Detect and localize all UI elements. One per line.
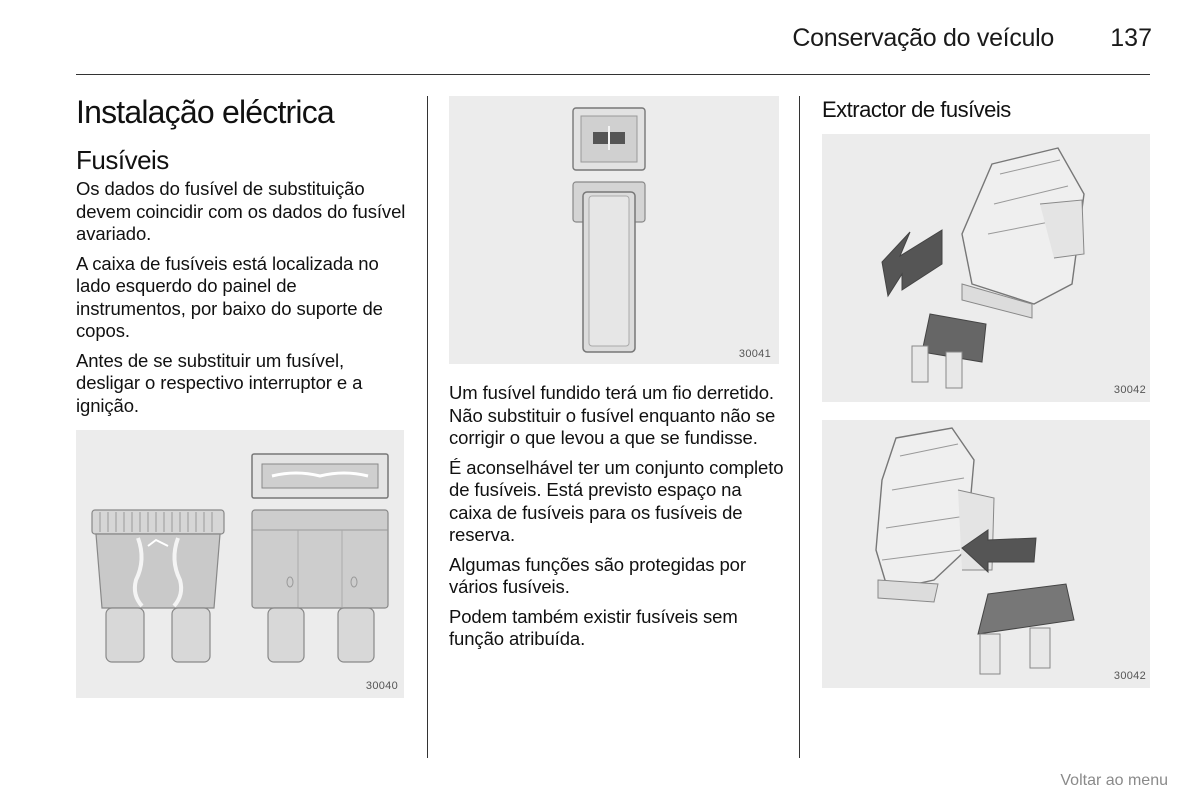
running-header-title: Conservação do veículo [792,24,1054,52]
fuse-drawing [76,430,404,698]
header-divider [76,74,1150,75]
figure-code: 30042 [1113,384,1146,396]
blown-fuse-drawing [449,96,779,364]
subsection-title: Fusíveis [76,145,169,175]
paragraph: Podem também existir fusíveis sem função atribuída. [449,605,738,649]
section-title: Instalação eléctrica [76,94,334,130]
extractor-drawing-top [822,134,1150,402]
back-to-menu-link[interactable]: Voltar ao menu [1060,772,1168,789]
paragraph: Um fusível fundido terá um fio derretido. Não substituir o fusível enquanto não se corrigir o que levou a que se fundisse. [449,382,776,448]
fuse-extractor-figure-bottom [822,420,1150,688]
paragraph: É aconselhável ter um conjunto completo de fusíveis. Está previsto espaço na caixa de fusíveis para os fusíveis de reserva. [449,456,784,545]
page-number: 137 [1110,24,1152,52]
extractor-drawing-bottom [822,420,1150,688]
fuse-illustration-figure [76,430,404,698]
extractor-title: Extractor de fusíveis [822,97,1011,122]
column-1 [76,92,411,424]
paragraph: Antes de se substituir um fusível, desligar o respectivo interruptor e a ignição. [76,349,363,416]
figure-code: 30040 [365,680,398,692]
blown-fuse-figure [449,96,779,364]
column-divider-2 [799,96,800,758]
paragraph: Algumas funções são protegidas por vários fusíveis. [449,553,746,597]
paragraph: A caixa de fusíveis está localizada no lado esquerdo do painel de instrumentos, por baixo do suporte de copos. [76,252,383,341]
paragraph: Os dados do fusível de substituição devem coincidir com os dados do fusível avariado. [76,178,406,244]
column-2-text [449,382,784,658]
column-3 [822,96,1152,124]
figure-code: 30041 [738,348,771,360]
column-divider-1 [427,96,428,758]
figure-code: 30042 [1113,670,1146,682]
fuse-extractor-figure-top [822,134,1150,402]
